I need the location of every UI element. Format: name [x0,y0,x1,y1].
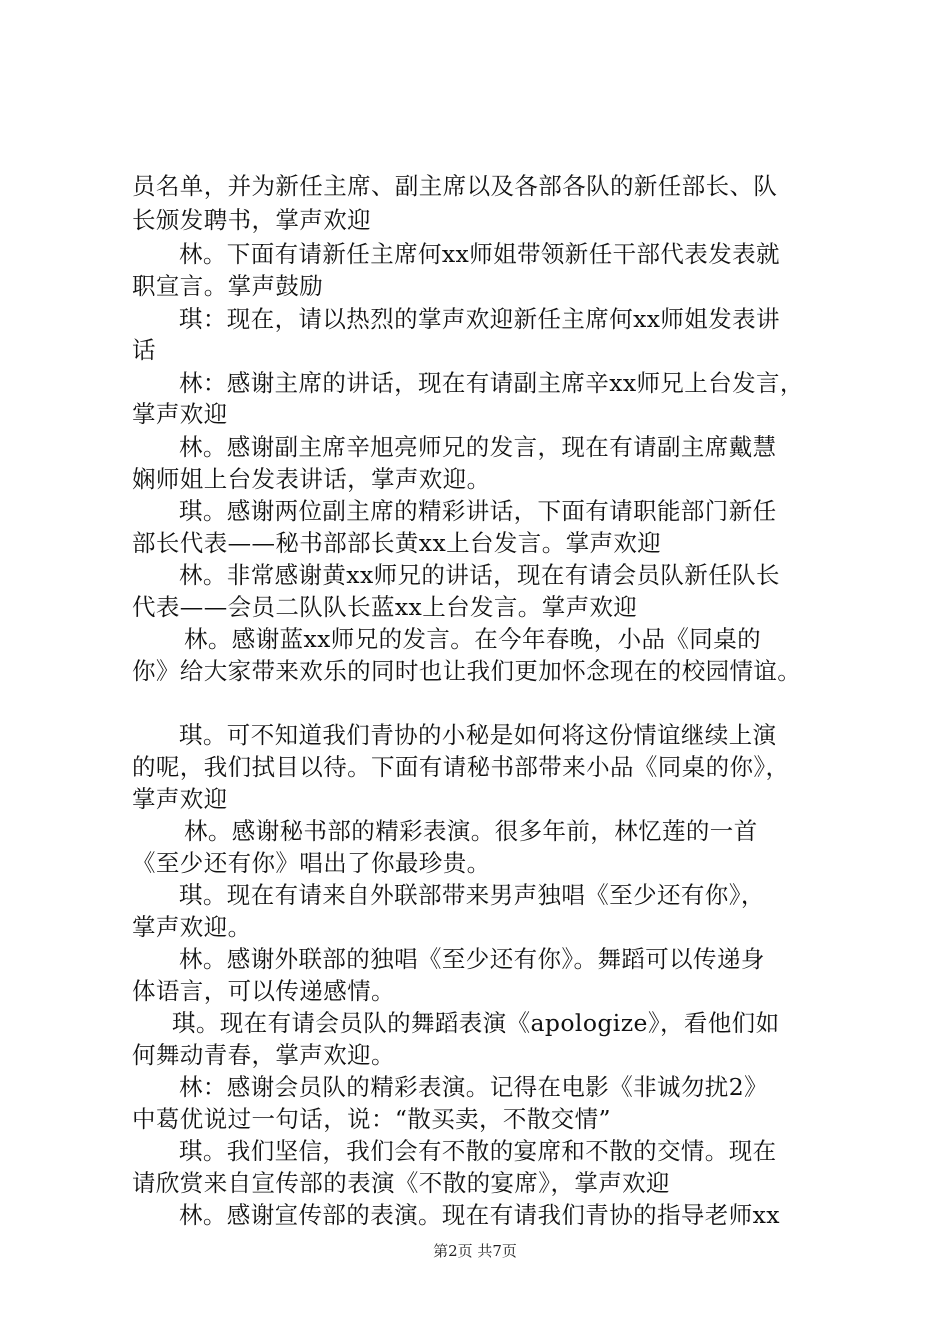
text-line: 琪。现在有请会员队的舞蹈表演《apologize》，看他们如 [172,1009,780,1037]
text-line: 掌声欢迎 [132,400,228,428]
text-line: 娴师姐上台发表讲话，掌声欢迎。 [132,465,491,493]
text-line: 体语言，可以传递感情。 [132,977,395,1005]
text-line: 何舞动青春，掌声欢迎。 [132,1041,395,1069]
text-line: 林。感谢外联部的独唱《至少还有你》。舞蹈可以传递身 [179,945,765,973]
text-line: 琪：现在，请以热烈的掌声欢迎新任主席何xx师姐发表讲 [179,305,780,333]
text-line: 林。感谢副主席辛旭亮师兄的发言，现在有请副主席戴慧 [179,433,777,461]
text-line: 中葛优说过一句话，说：“散买卖，不散交情” [132,1105,611,1133]
text-line: 员名单，并为新任主席、副主席以及各部各队的新任部长、队 [132,172,778,200]
text-line: 林。感谢蓝xx师兄的发言。在今年春晚，小品《同桌的 [184,625,762,653]
text-line: 长颁发聘书，掌声欢迎 [132,206,371,234]
text-line: 林：感谢主席的讲话，现在有请副主席辛xx师兄上台发言， [179,369,804,397]
text-line: 林。非常感谢黄xx师兄的讲话，现在有请会员队新任队长 [179,561,780,589]
text-line: 林。下面有请新任主席何xx师姐带领新任干部代表发表就 [179,240,780,268]
text-line: 职宣言。掌声鼓励 [132,272,324,300]
text-line: 掌声欢迎。 [132,913,252,941]
text-line: 琪。可不知道我们青协的小秘是如何将这份情谊继续上演 [179,721,777,749]
text-line: 琪。现在有请来自外联部带来男声独唱《至少还有你》， [179,881,765,909]
text-line: 琪。感谢两位副主席的精彩讲话，下面有请职能部门新任 [179,497,777,525]
text-line: 林。感谢秘书部的精彩表演。很多年前，林忆莲的一首 [184,817,758,845]
text-line: 《至少还有你》唱出了你最珍贵。 [132,849,491,877]
text-line: 代表——会员二队队长蓝xx上台发言。掌声欢迎 [132,593,638,621]
text-line: 请欣赏来自宣传部的表演《不散的宴席》，掌声欢迎 [132,1169,670,1197]
text-line: 话 [132,336,156,364]
text-line: 林。感谢宣传部的表演。现在有请我们青协的指导老师xx [179,1201,780,1229]
text-line: 部长代表——秘书部部长黄xx上台发言。掌声欢迎 [132,529,662,557]
text-line: 琪。我们坚信，我们会有不散的宴席和不散的交情。现在 [179,1137,777,1165]
text-line: 林：感谢会员队的精彩表演。记得在电影《非诚勿扰2》 [179,1073,768,1101]
page-footer: 第2页 共7页 [433,1242,517,1260]
text-line: 掌声欢迎 [132,785,228,813]
text-line: 你》给大家带来欢乐的同时也让我们更加怀念现在的校园情谊。 [132,657,802,685]
text-line: 的呢，我们拭目以待。下面有请秘书部带来小品《同桌的你》， [132,753,790,781]
